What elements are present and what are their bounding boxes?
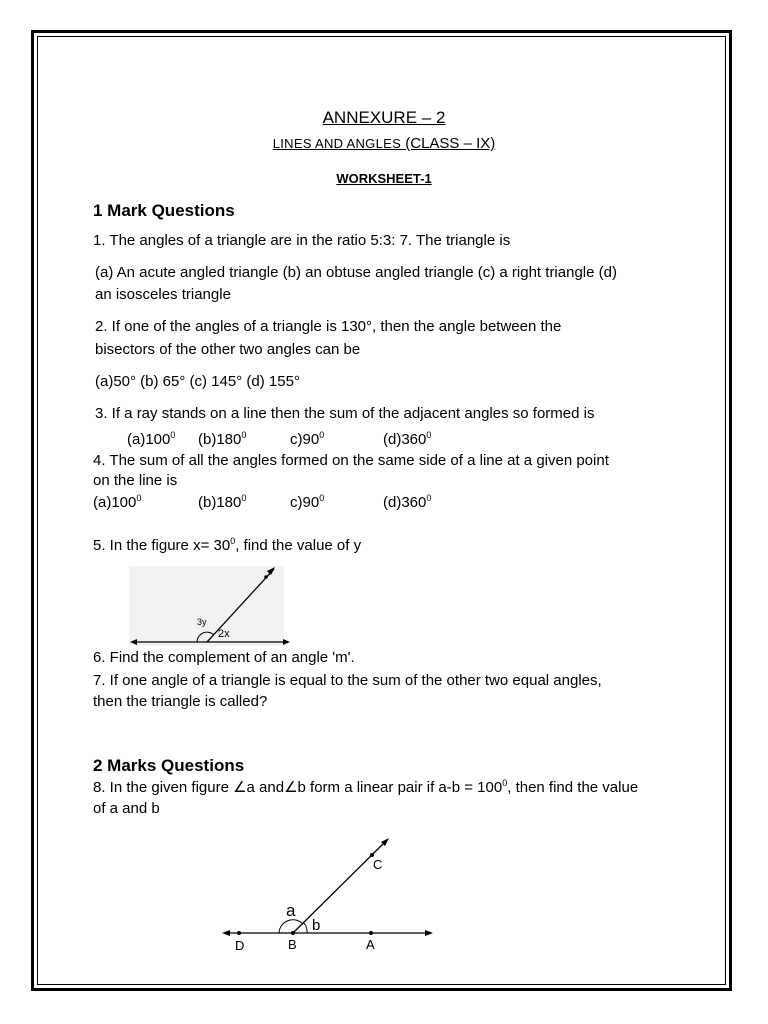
question-8-line2: of a and b [93,800,160,817]
question-2-options: (a)50° (b) 65° (c) 145° (d) 155° [95,373,300,390]
question-3-option-a [127,430,175,450]
degree-sup: 0 [426,493,432,503]
subtitle-class: (CLASS – IX) [401,135,496,152]
figure-2-arrow-left [222,930,230,936]
figure-1-angle-diagram [125,562,300,652]
option-text: (b)180 [198,494,242,511]
figure-1-label-2x: 2x [218,628,230,640]
figure-1-ray-point [264,575,268,579]
degree-sup: 0 [241,430,247,440]
figure-2-label-a-point: A [366,937,375,952]
question-7-line2: then the triangle is called? [93,693,268,710]
figure-2-label-b-point: B [288,937,297,952]
question-3-option-c [290,430,324,450]
figure-1-arrow-right [283,639,290,645]
option-text: c)90 [290,494,320,511]
figure-2-point-b [291,931,295,935]
figure-2-label-b: b [312,917,321,934]
question-5-text: 5. In the figure x= 30 [93,537,231,554]
figure-2-label-c: C [373,857,383,872]
question-5-text-end: , find the value of y [235,537,362,554]
degree-sup: 0 [170,430,176,440]
degree-sup: 0 [230,536,236,546]
question-8-text: 8. In the given figure ∠a and∠b form a linear pair if a-b = 100 [93,779,503,796]
degree-sup: 0 [502,778,508,788]
figure-2-point-d [237,931,241,935]
section-two-marks-heading: 2 Marks Questions [93,756,245,775]
figure-2-arrow-right [425,930,433,936]
figure-2-linear-pair-diagram [215,832,440,957]
degree-sup: 0 [241,493,247,503]
question-4-option-a [93,493,141,513]
degree-sup: 0 [426,430,432,440]
figure-1-background [129,566,284,646]
section-one-mark-heading: 1 Mark Questions [93,201,235,220]
question-3-option-b [198,430,246,450]
question-6: 6. Find the complement of an angle 'm'. [93,649,355,666]
option-text: (d)360 [383,494,427,511]
question-8-text-end: , then find the value [507,779,639,796]
question-3-option-d [383,430,431,450]
question-1-options-line2: an isosceles triangle [95,286,231,303]
question-2-line2: bisectors of the other two angles can be [95,341,361,358]
page-title: ANNEXURE – 2 [322,108,446,127]
option-text: (a)100 [93,494,137,511]
degree-sup: 0 [319,430,325,440]
option-text: c)90 [290,431,320,448]
figure-2-label-d: D [235,938,245,953]
figure-2-angle-b-arc [304,923,307,933]
question-1-options-line1: (a) An acute angled triangle (b) an obtuse angled triangle (c) a right triangle (d) [95,264,617,281]
page-subtitle [0,134,768,154]
option-text: (d)360 [383,431,427,448]
question-7-line1: 7. If one angle of a triangle is equal to the sum of the other two equal angles, [93,672,602,689]
question-4-option-c [290,493,324,513]
question-3: 3. If a ray stands on a line then the sum of the adjacent angles so formed is [95,405,595,422]
figure-1-label-3y: 3y [197,617,207,627]
question-5 [93,536,361,556]
figure-2-point-a [369,931,373,935]
figure-2-angle-a-arc [279,920,302,933]
degree-sup: 0 [319,493,325,503]
question-4-option-d [383,493,431,513]
question-1: 1. The angles of a triangle are in the ratio 5:3: 7. The triangle is [93,232,511,249]
option-text: (a)100 [127,431,171,448]
question-4-line1: 4. The sum of all the angles formed on the same side of a line at a given point [93,452,609,469]
subtitle-topic: LINES AND ANGLES [272,136,402,151]
question-4-option-b [198,493,246,513]
worksheet-title: WORKSHEET-1 [336,171,432,186]
figure-2-label-a: a [286,901,296,920]
question-2-line1: 2. If one of the angles of a triangle is 130°, then the angle between the [95,318,562,335]
question-8-line1 [93,778,638,798]
degree-sup: 0 [136,493,142,503]
question-4-line2: on the line is [93,472,178,489]
option-text: (b)180 [198,431,242,448]
